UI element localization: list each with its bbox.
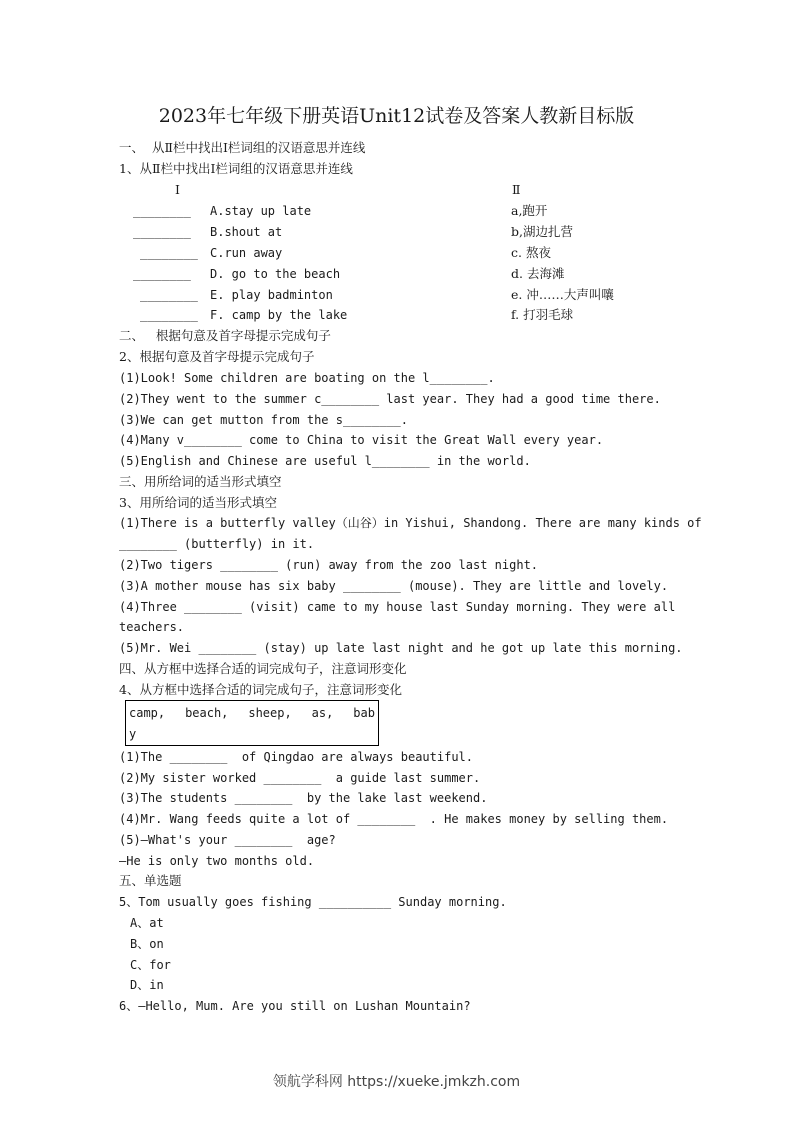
sentence-item: (1)The ________ of Qingdao are always beautiful. (119, 750, 474, 764)
match-left-item: C.run away (210, 246, 283, 260)
match-right-item: a,跑开 (511, 203, 548, 218)
sentence-item: —He is only two months old. (119, 854, 315, 868)
section-2-heading: 二、 根据句意及首字母提示完成句子 (119, 328, 331, 343)
match-blank: ________ (140, 246, 198, 260)
section-5-heading: 五、单选题 (119, 873, 182, 888)
option-b: B、on (130, 937, 164, 951)
option-a: A、at (130, 916, 164, 930)
match-right-item: b,湖边扎营 (511, 224, 573, 239)
sentence-item: (4)Three ________ (visit) came to my house last Sunday morning. They were all (119, 600, 676, 614)
word-box-word: camp, (129, 706, 166, 720)
match-left-item: E. play badminton (210, 288, 333, 302)
sentence-item: (5)English and Chinese are useful l________ in the world. (119, 454, 531, 468)
sentence-item: (1)There is a butterfly valley（山谷）in Yishui, Shandong. There are many kinds of (119, 516, 702, 530)
word-box (125, 700, 379, 746)
page-footer: 领航学科网 https://xueke.jmkzh.com (272, 1074, 521, 1090)
sentence-item: (2)My sister worked ________ a guide last summer. (119, 771, 481, 785)
sentence-item: (5)—What's your ________ age? (119, 833, 336, 847)
match-blank: ________ (133, 204, 191, 218)
question-6: 6、—Hello, Mum. Are you still on Lushan Mountain? (119, 999, 471, 1013)
match-blank: ________ (133, 267, 191, 281)
word-box-word: beach, (185, 706, 229, 720)
column-2-header: Ⅱ (512, 182, 521, 197)
match-left-item: B.shout at (210, 225, 283, 239)
match-blank: ________ (133, 225, 191, 239)
sentence-item: (2)Two tigers ________ (run) away from the zoo last night. (119, 558, 539, 572)
match-left-item: F. camp by the lake (210, 308, 348, 322)
question-4: 4、从方框中选择合适的词完成句子，注意词形变化 (119, 682, 402, 697)
question-3: 3、用所给词的适当形式填空 (119, 495, 277, 510)
sentence-item: (3)The students ________ by the lake last weekend. (119, 791, 488, 805)
sentence-item: (4)Mr. Wang feeds quite a lot of ________ . He makes money by selling them. (119, 812, 669, 826)
match-left-item: A.stay up late (210, 204, 312, 218)
match-left-item: D. go to the beach (210, 267, 341, 281)
match-right-item: c. 熬夜 (511, 245, 551, 260)
section-1-heading: 一、 从Ⅱ栏中找出Ⅰ栏词组的汉语意思并连线 (119, 140, 366, 155)
sentence-item: (4)Many v________ come to China to visit the Great Wall every year. (119, 433, 604, 447)
column-1-header: Ⅰ (175, 182, 180, 197)
match-right-item: d. 去海滩 (511, 266, 565, 281)
sentence-item: (3)A mother mouse has six baby ________ (mouse). They are little and lovely. (119, 579, 669, 593)
question-1: 1、从Ⅱ栏中找出Ⅰ栏词组的汉语意思并连线 (119, 161, 353, 176)
option-d: D、in (130, 978, 164, 992)
section-4-heading: 四、从方框中选择合适的词完成句子，注意词形变化 (119, 661, 407, 676)
sentence-item: (2)They went to the summer c________ last year. They had a good time there. (119, 392, 661, 406)
sentence-item-continued: ________ (butterfly) in it. (119, 537, 315, 551)
match-blank: ________ (140, 288, 198, 302)
option-c: C、for (130, 958, 171, 972)
word-box-word: sheep, (248, 706, 292, 720)
question-5: 5、Tom usually goes fishing __________ Sunday morning. (119, 895, 507, 909)
match-right-item: f. 打羽毛球 (511, 307, 574, 322)
section-3-heading: 三、用所给词的适当形式填空 (119, 474, 282, 489)
sentence-item: (5)Mr. Wei ________ (stay) up late last night and he got up late this morning. (119, 641, 683, 655)
question-2: 2、根据句意及首字母提示完成句子 (119, 349, 315, 364)
match-blank: ________ (140, 308, 198, 322)
match-right-item: e. 冲……大声叫嚷 (511, 287, 614, 302)
word-box-wrap: y (129, 727, 137, 741)
page-title: 2023年七年级下册英语Unit12试卷及答案人教新目标版 (158, 105, 635, 127)
sentence-item-continued: teachers. (119, 620, 185, 634)
sentence-item: (1)Look! Some children are boating on the l________. (119, 371, 495, 385)
word-box-word: as, (311, 706, 334, 720)
word-box-word: bab (353, 706, 375, 720)
sentence-item: (3)We can get mutton from the s________. (119, 413, 408, 427)
